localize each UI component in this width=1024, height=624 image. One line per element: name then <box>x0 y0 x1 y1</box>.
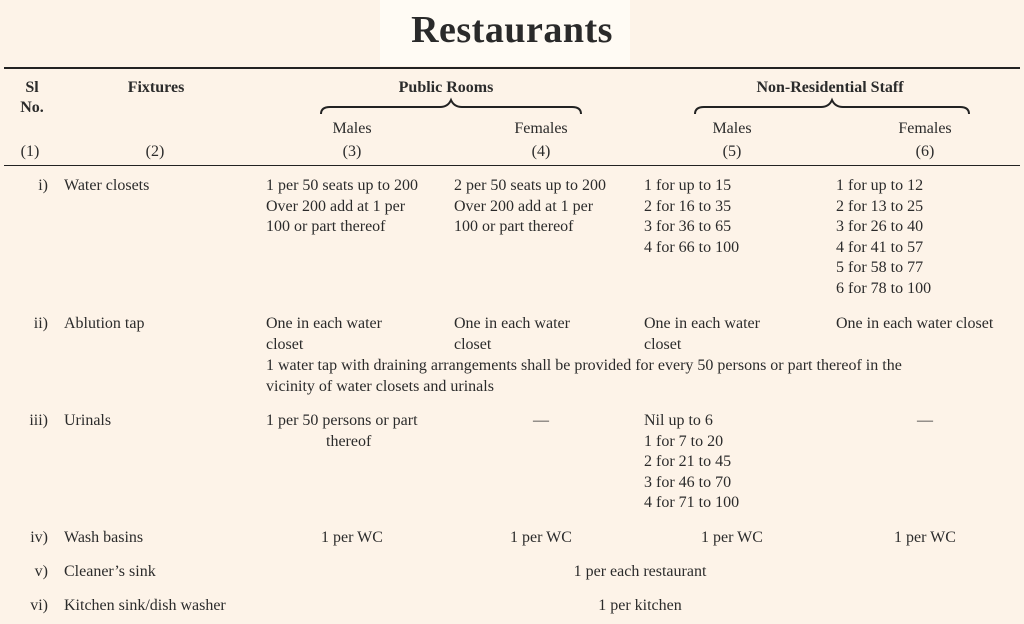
public-females-header: Females <box>514 120 568 137</box>
fixture-name: Ablution tap <box>64 315 145 332</box>
staff-males-cell: One in each water closet <box>644 315 760 353</box>
public-females-cell: 1 per WC <box>510 529 572 546</box>
public-males-header: Males <box>332 120 372 137</box>
staff-females-header: Females <box>898 120 952 137</box>
public-rooms-header: Public Rooms <box>398 79 494 96</box>
page-title: Restaurants <box>411 9 613 51</box>
row-number: vi) <box>30 597 48 614</box>
sl-no-header-line2: No. <box>20 99 44 116</box>
staff-females-cell: 1 for up to 12 2 for 13 to 25 3 for 26 to 40 4 for 41 to 57 5 for 58 to 77 6 for 78 to 100 <box>836 177 932 297</box>
public-males-cell: 1 per 50 persons or part thereof <box>266 412 418 450</box>
fixture-name: Cleaner’s sink <box>64 563 156 580</box>
header-bottom-rule <box>4 165 1020 166</box>
staff-females-cell: — <box>917 412 933 429</box>
spanning-value: 1 per each restaurant <box>573 563 707 580</box>
fixture-name: Water closets <box>64 177 150 194</box>
staff-males-header: Males <box>712 120 752 137</box>
spanning-value: 1 per kitchen <box>598 597 682 614</box>
public-females-cell: — <box>533 412 549 429</box>
public-males-cell: 1 per 50 seats up to 200 Over 200 add at 1 per 100 or part thereof <box>266 177 418 235</box>
staff-males-cell: 1 for up to 15 2 for 16 to 35 3 for 36 to 65 4 for 66 to 100 <box>644 177 740 256</box>
row-number: iii) <box>29 412 48 429</box>
staff-brace <box>694 98 970 118</box>
row-number: i) <box>38 177 48 194</box>
fixtures-header: Fixtures <box>127 79 185 96</box>
sl-no-header-line1: Sl <box>25 79 39 96</box>
col-num-3: (3) <box>342 143 362 160</box>
ablution-note: 1 water tap with draining arrangements shall be provided for every 50 persons or part thereof in the vicinity of water closets and urinals <box>266 357 902 395</box>
non-residential-staff-header: Non-Residential Staff <box>756 79 904 96</box>
col-num-6: (6) <box>915 143 935 160</box>
header-top-rule <box>4 67 1020 69</box>
row-number: v) <box>34 563 48 580</box>
staff-females-cell: One in each water closet <box>836 315 994 332</box>
col-num-5: (5) <box>722 143 742 160</box>
col-num-4: (4) <box>531 143 551 160</box>
fixture-name: Urinals <box>64 412 112 429</box>
public-males-cell: One in each water closet <box>266 315 382 353</box>
fixture-name: Kitchen sink/dish washer <box>64 597 226 614</box>
row-number: iv) <box>30 529 48 546</box>
public-males-cell: 1 per WC <box>321 529 383 546</box>
public-females-cell: One in each water closet <box>454 315 570 353</box>
public-rooms-brace <box>320 98 582 118</box>
col-num-2: (2) <box>145 143 165 160</box>
staff-females-cell: 1 per WC <box>894 529 956 546</box>
fixture-name: Wash basins <box>64 529 144 546</box>
row-number: ii) <box>33 315 48 332</box>
staff-males-cell: Nil up to 6 1 for 7 to 20 2 for 21 to 45 3 for 46 to 70 4 for 71 to 100 <box>644 412 740 511</box>
col-num-1: (1) <box>20 143 40 160</box>
public-females-cell: 2 per 50 seats up to 200 Over 200 add at 1 per 100 or part thereof <box>454 177 606 235</box>
staff-males-cell: 1 per WC <box>701 529 763 546</box>
